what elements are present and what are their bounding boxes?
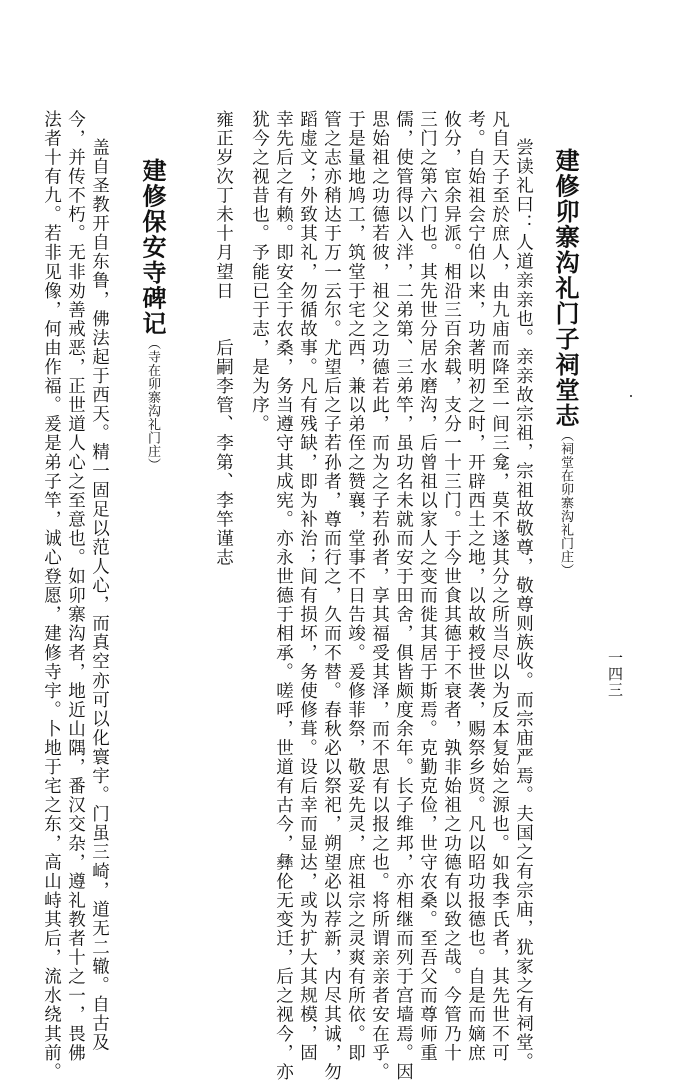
article1-line: 凡自天子至於庶人，由九庙而降至一间三龛，莫不遂其分之所当尽以为反本复始之源也。如我李氏者，其先世不可: [489, 110, 510, 1063]
article2-title: 建修保安寺碑记: [138, 158, 167, 337]
article1-title-block: [551, 148, 580, 577]
article2-note: （寺在卯寨沟礼门庄）: [145, 336, 160, 472]
article1-line: 儒，使管得以入泮，二弟第、三弟竿，虽功名未就而安于田舍，俱皆颇度余年。长子维邦，亦相继而列于宫墙焉。因: [393, 110, 414, 1082]
article1-line: 尝读礼曰：人道亲亲也。亲亲故宗祖，宗祖故敬尊，敬尊则族收。而宗庙严焉。夫国之有宗庙，犹家之有祠堂。: [513, 138, 534, 1072]
article1-line: 攸分，宦余异派。相沿三百余载，支分一十三门。于今世食其德于不衰者，孰非始祖之功德有以致之哉。今管乃十: [441, 110, 462, 1063]
article2-line: 今，并传不朽。无非劝善戒恶，正世道人心之至意也。如卯寨沟者，地近山隅，番汉交杂，遵礼教者十之一，畏佛: [65, 110, 86, 1063]
article1-line: 幸先后之有赖。即安全于农桑，务当遵守其成宪。亦永世德于相承。嗟呼，世道有古今，彝伦无变迁，后之视今，亦: [273, 110, 294, 1082]
article1-line: 蹈虚文；外致其礼，勿循故事。凡有残缺，即为补治；间有损坏，务使修葺。设后幸而显达，或为扩大其规模，固: [297, 110, 318, 1063]
article1-line: 于是量地鸠工，筑堂于宅之西，兼以弟侄之赞襄，堂事不日告竣。爰修菲祭，敬妥先灵，庶祖宗之灵爽有所依。即: [345, 110, 366, 1063]
article2-line: 盖自圣教开自东鲁，佛法起于西天。精一固足以范人心，而真空亦可以化寰宇。门虽三崎，道无二辙。自古及: [89, 138, 110, 1053]
article1-line: 考。自始祖会宁伯以来，功著明初之时，开辟西土之地，以故敕授世袭，赐祭乡贤。凡以昭功报德也。自是而嫡庶: [465, 110, 486, 1063]
article1-line: 思始祖之功德若彼，祖父之功德若此，而为之子若孙者，享其福受其泽，而不思有以报之也。将所谓亲亲者安在乎。: [369, 110, 390, 1082]
article1-title: 建修卯寨沟礼门子祠堂志: [551, 148, 580, 429]
article1-line: 三门之第六门也。其先世分居水磨沟，后曾祖以家人之变而徙其居于斯焉。克勤克俭，世守农桑。至吾父而尊师重: [417, 110, 438, 1063]
article1-note: （祠堂在卯寨沟礼门庄）: [558, 428, 573, 577]
article2-title-block: [138, 158, 167, 472]
article1-line: 管之志亦稍达于万一云尔。尤望后之子若孙者，尊而行之，久而不替。春秋必以祭祀，朔望必以荐新，内尽其诚，勿: [321, 110, 342, 1082]
ink-dot: [630, 395, 632, 397]
article1-signature: 雍正岁次丁未十月望日 后嗣李管、李第、李竿谨志: [213, 110, 234, 568]
article1-line: 犹今之视昔也。予能已于志，是为序。: [249, 110, 270, 434]
article2-line: 法者十有九。若非见像，何由作福。爰是弟子竿，诚心登愿，建修寺宇。卜地于宅之东，高山峙其后，流水绕其前。: [41, 110, 62, 1082]
page-number: 一四三: [606, 650, 624, 698]
